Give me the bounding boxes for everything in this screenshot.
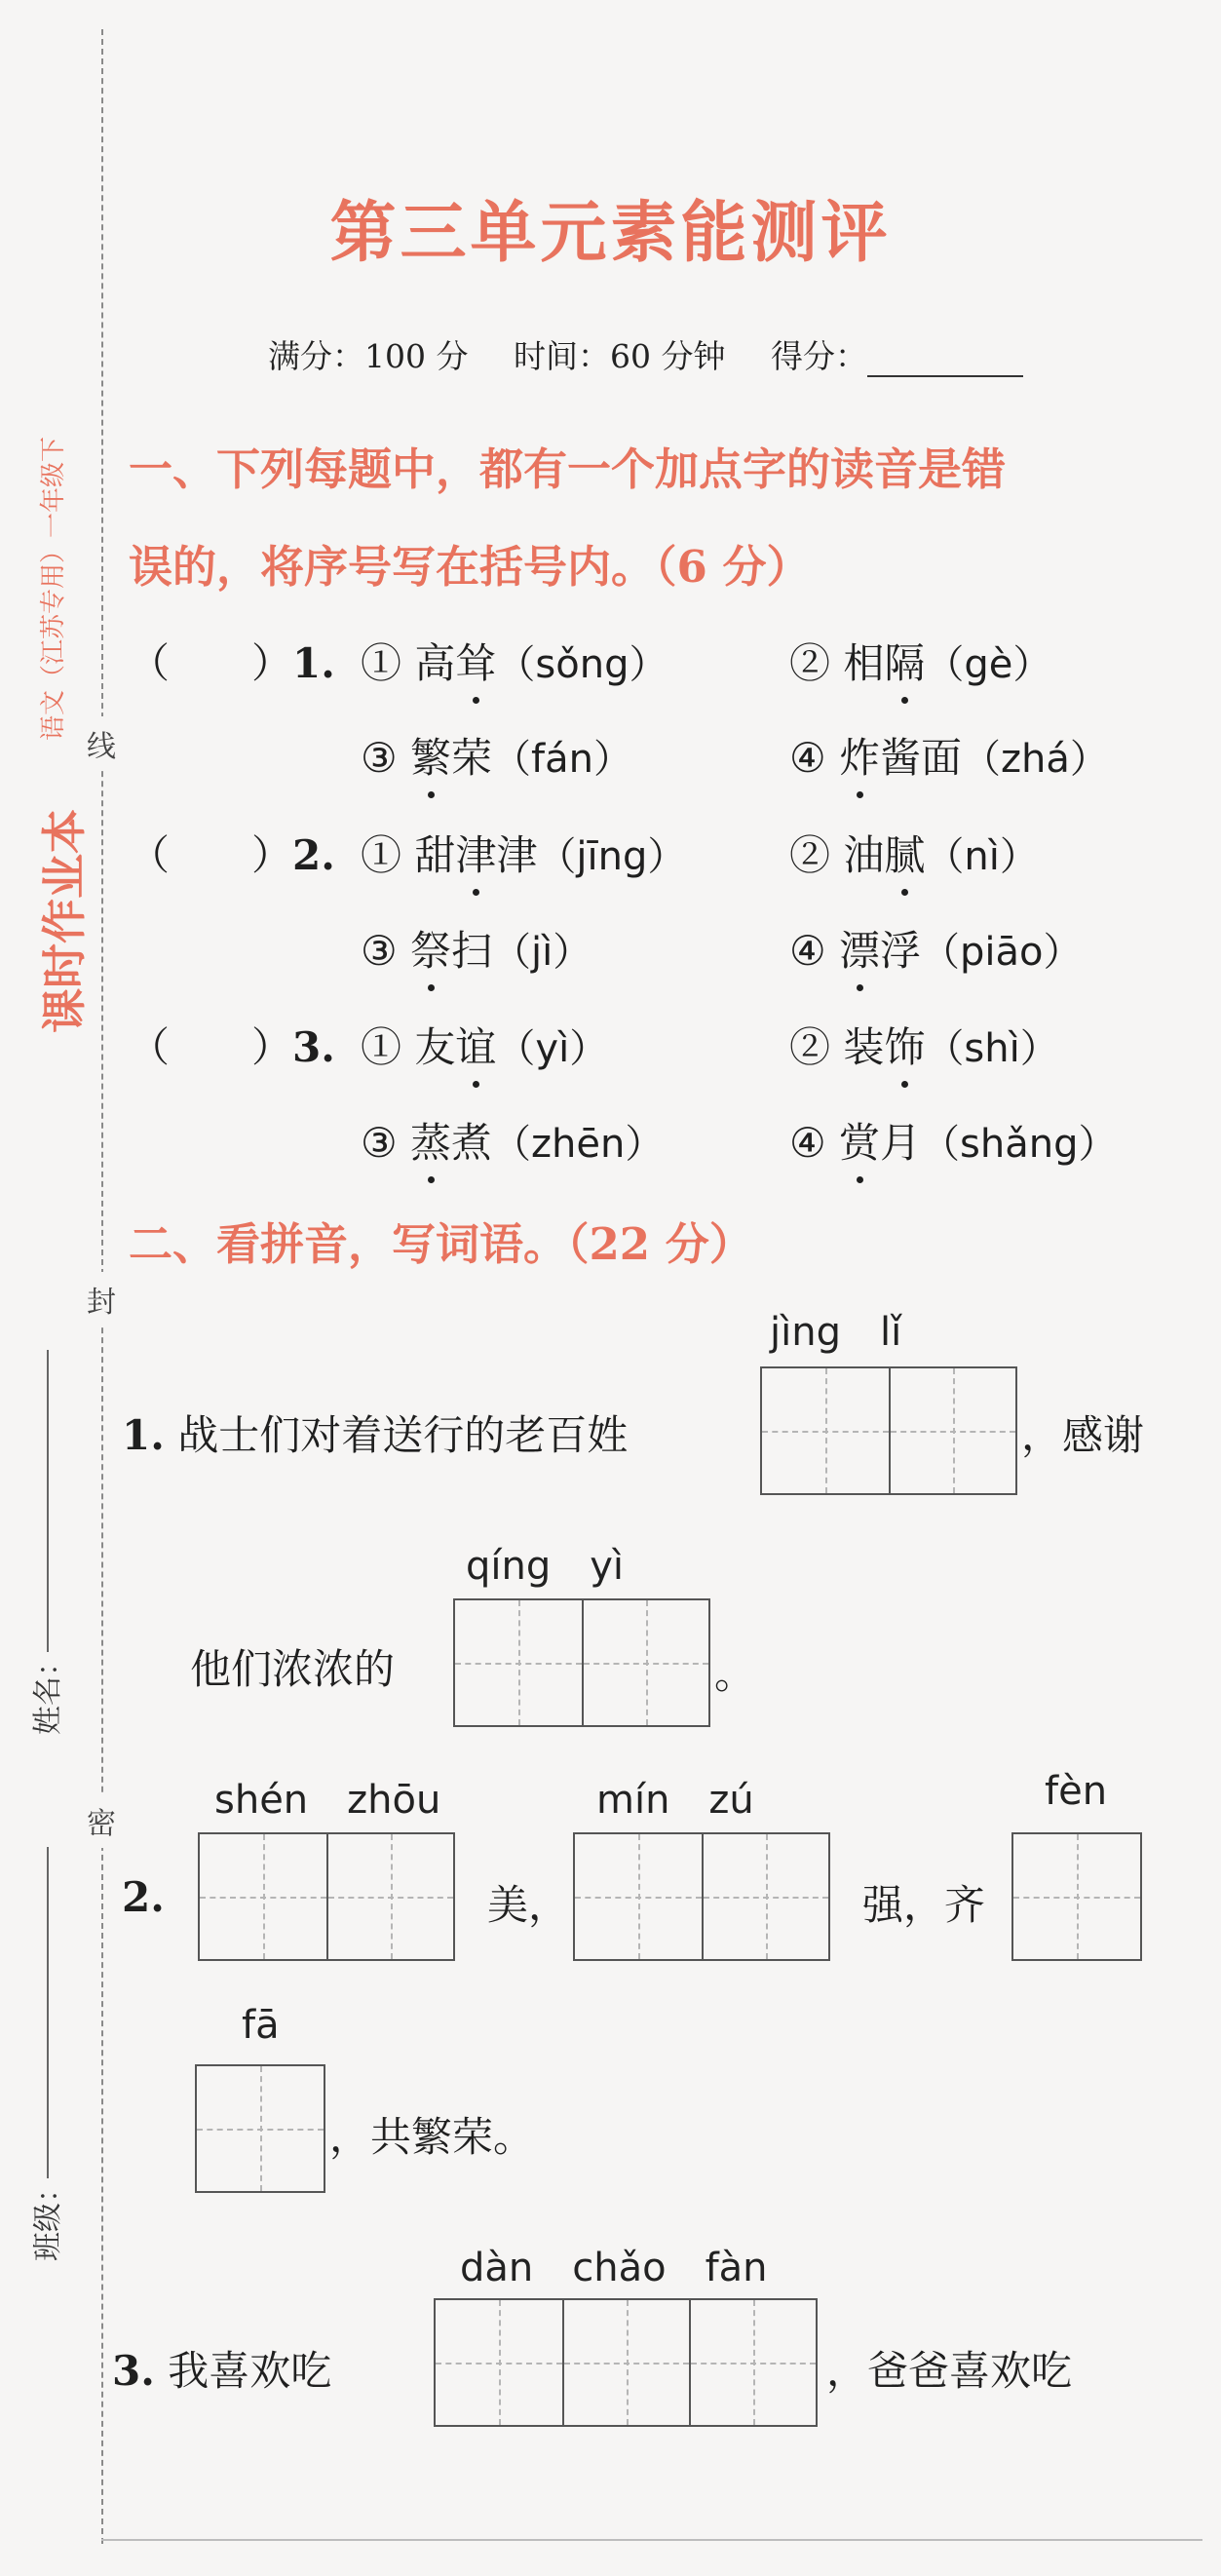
pinyin: dàn chǎo fàn xyxy=(460,2246,768,2290)
question-text: ，爸爸喜欢吃 xyxy=(826,2347,1073,2395)
option: ③ 祭扫（jì） xyxy=(361,919,591,978)
question-text: 他们浓浓的 xyxy=(190,1645,396,1693)
class-label: 班级： xyxy=(31,2173,65,2261)
option: ② 油腻（nì） xyxy=(789,824,1039,882)
answer-paren[interactable]: （ ）2. xyxy=(129,831,335,879)
writing-grid[interactable] xyxy=(195,2064,325,2193)
question-text: 强，齐 xyxy=(862,1881,986,1929)
score-blank[interactable] xyxy=(867,375,1023,377)
answer-paren[interactable]: （ ）1. xyxy=(129,639,335,687)
option: ① 高耸（sǒng） xyxy=(361,632,668,690)
pinyin: fèn xyxy=(1045,1769,1108,1814)
section2-heading: 二、看拼音，写词语。（22 分） xyxy=(129,1218,753,1270)
pinyin: jìng lǐ xyxy=(770,1310,902,1355)
writing-grid[interactable] xyxy=(573,1832,830,1961)
name-label: 姓名： xyxy=(31,1647,65,1735)
pinyin: qíng yì xyxy=(466,1544,625,1589)
option: ② 相隔（gè） xyxy=(789,632,1051,690)
name-blank-line xyxy=(47,1350,49,1652)
brand-subtitle: 语文（江苏专用）一年级下 xyxy=(39,436,68,741)
pinyin: shén zhōu xyxy=(214,1778,441,1823)
writing-grid[interactable] xyxy=(198,1832,455,1961)
time-limit: 时间：60 分钟 xyxy=(513,337,726,375)
question-text: 。 xyxy=(714,1650,756,1698)
option: ④ 炸酱面（zhá） xyxy=(789,726,1109,785)
writing-grid[interactable] xyxy=(1011,1832,1142,1961)
page-bottom-rule xyxy=(101,2539,1202,2541)
margin-mark-feng: 封 xyxy=(87,1272,116,1326)
option: ④ 漂浮（piāo） xyxy=(789,919,1083,978)
option: ③ 繁荣（fán） xyxy=(361,726,632,785)
pinyin: mín zú xyxy=(596,1778,754,1823)
exam-meta xyxy=(268,331,1058,377)
option: ④ 赏月（shǎng） xyxy=(789,1111,1118,1170)
writing-grid[interactable] xyxy=(760,1366,1017,1495)
pinyin: fā xyxy=(242,2003,280,2048)
option: ③ 蒸煮（zhēn） xyxy=(361,1111,664,1170)
question-text: ，共繁荣。 xyxy=(329,2113,535,2161)
question-number: 2. xyxy=(122,1873,165,1921)
question-text: ，感谢 xyxy=(1021,1411,1145,1459)
question-text: 3. 我喜欢吃 xyxy=(112,2347,332,2395)
full-score: 满分：100 分 xyxy=(268,337,469,375)
class-blank-line xyxy=(47,1847,49,2178)
section1-heading-line2: 误的，将序号写在括号内。（6 分） xyxy=(129,541,811,593)
margin-mark-xian: 线 xyxy=(87,716,116,771)
option: ② 装饰（shì） xyxy=(789,1016,1059,1074)
option: ① 甜津津（jīng） xyxy=(361,824,686,882)
page-title: 第三单元素能测评 xyxy=(329,194,892,272)
option: ① 友谊（yì） xyxy=(361,1016,608,1074)
section1-heading-line1: 一、下列每题中，都有一个加点字的读音是错 xyxy=(129,443,1007,495)
margin-mark-mi: 密 xyxy=(87,1793,116,1848)
answer-paren[interactable]: （ ）3. xyxy=(129,1023,335,1071)
score-label: 得分： xyxy=(770,337,867,375)
writing-grid[interactable] xyxy=(434,2298,818,2427)
writing-grid[interactable] xyxy=(453,1598,710,1727)
question-text: 1. 战士们对着送行的老百姓 xyxy=(122,1411,629,1459)
brand-logo: 课时作业本 xyxy=(38,809,91,1033)
question-text: 美， xyxy=(487,1881,570,1929)
